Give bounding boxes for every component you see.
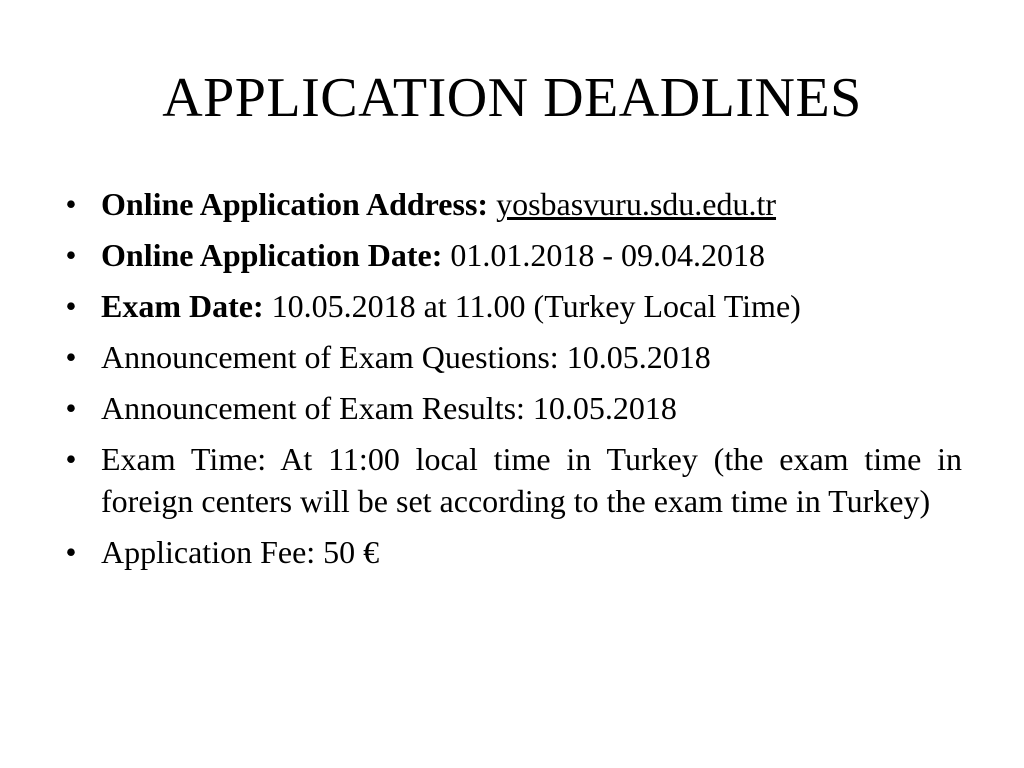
list-item-application-date [56, 234, 962, 276]
item-label: Exam Date: [101, 288, 264, 324]
bullet-icon: • [65, 441, 77, 477]
item-text: Exam Time: At 11:00 local time in Turkey (the exam time in foreign centers will be set according to the exam time in Turkey) [101, 441, 962, 519]
bullet-icon: • [65, 237, 77, 273]
list-item-application-fee [56, 531, 962, 573]
bullet-icon: • [65, 390, 77, 426]
item-text: Announcement of Exam Questions: 10.05.2018 [101, 339, 711, 375]
bullet-list [56, 183, 962, 582]
bullet-icon: • [65, 339, 77, 375]
item-text: Application Fee: 50 € [101, 534, 380, 570]
list-item-exam-time [56, 438, 962, 522]
item-label: Online Application Address: [101, 186, 489, 222]
list-item-exam-questions [56, 336, 962, 378]
application-address-link[interactable]: yosbasvuru.sdu.edu.tr [496, 186, 777, 222]
slide-title: APPLICATION DEADLINES [162, 67, 862, 129]
item-label: Online Application Date: [101, 237, 443, 273]
list-item-exam-results [56, 387, 962, 429]
item-value: 10.05.2018 at 11.00 (Turkey Local Time) [271, 288, 801, 324]
item-value: 01.01.2018 - 09.04.2018 [450, 237, 766, 273]
list-item-exam-date [56, 285, 962, 327]
bullet-icon: • [65, 186, 77, 222]
list-item-application-address [56, 183, 962, 225]
bullet-icon: • [65, 288, 77, 324]
bullet-icon: • [65, 534, 77, 570]
item-text: Announcement of Exam Results: 10.05.2018 [101, 390, 677, 426]
